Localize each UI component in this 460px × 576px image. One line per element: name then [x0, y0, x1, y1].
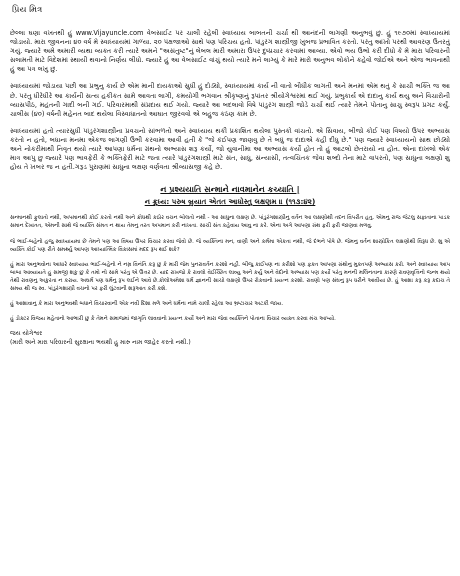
signoff	[10, 330, 450, 347]
paragraph-study: સ્વાધ્યાયમાં હતો ત્યારસુધી પાંડુરંગશાસ્ત્રીના પ્રવચનો સાંભળતો અને સ્વાધ્યાય થકી પ્રકાશિત થયેલા પુસ્તકો વાંચતો. એ સિવાય, બીજો કોઈ પણ વિષયો ઉપર અભ્યાસ કરતો ન હતો, બધાના મનમા એકજ લાગણી ઉભી કરવામા આવી હતી કે "જે કંઈપણ જાણવુ છે તે બધું જ દાદાએ કહી દીધુ છે." પણ જ્યારે સ્વાધ્યાયનો સાથ છોડ્યો અને નોકરીમાથી નિવૃત થયો ત્યારે આપણા ધર્મના ગ્રંથનો અભ્યાસ શરૂ કર્યો, જો યુવાનીમા આ અભ્યાસ કર્યો હોત તો હું આટલો છેતરાયો ના હોત. એના દાખલો એક માત્ર આપુ છુ જ્યારે પણ ભાવફેરી કે ભક્તિફેરી માટે જતા ત્યારે પાંડુરંગશાસ્ત્રી માટે સંત, સાધુ, સંન્યાસી, તત્વચિંતક જેવા શબ્દો તેના માટે વાપરતો, પણ સાધુના લક્ષણો શુ હોય તે ખબર જ ન હતી.ગરૂડ પુરાણમાં સાધુના લક્ષણ વર્ણવતા શ્રીવ્યાસજી કહે છે.	[10, 126, 450, 172]
signoff-greeting: જય યોગેશ્વર	[10, 330, 43, 338]
paragraph-request: હું મારા અનુભવોના આધારે સ્વાધ્યાય ભાઈ-બહેનો ને નમ્ર વિનંતિ કરૂ છુ કે મારી જેમ પુનરાવર્તન કરશો નહી. બીજુ કાઈપણ ના કરીશો પણ ફક્ત આપણા ગ્રંથોનુ મુક્તપણે અભ્યાસ કરો. અને સ્વાધ્યાય આપ બાબા આવ્યાયતે હુ સમજી શકુ છુ કે તમો નો સામે પરંતુ એ ઉત્તર છે. યાદ રાખજો કે રાવલો વેઈચ્છિત લાવ્યુ અને કર્યુ અને વેદોનો અભ્યાસ પણ કર્યો પરંતુ મનની મલિનતાના કારણે રાવણવૃત્તિનો જન્મ થયો તેથી રાવણનુ અકુરતા ન કરાય. અઘર્મ પણ ધર્મનુ રૂપ લઈને આવે છે.કોલોઅમેશા ધર્મ જ્ઞાનની સાચો લક્ષણો ઉપર રોકવાનો પ્રયત્ન કરશો. રાવણો પણ સંઘનુ રૂપ ધરીને આવીયા છે. હું આશા કરૂ કરૂ કદાચ તે સમય થી જ સ્વ. પાંડુરંગશાસ્ત્રી વચનો પર ફરી લુંટવાની શરૂઆત કરી કશે.	[10, 261, 450, 293]
salutation: પ્રિય મિત્ર	[12, 5, 43, 15]
shloka-line-1: ન પ્રશ્યયાતિ સન્માને નાવમાનેન કચ્યાતિ |	[160, 184, 300, 195]
shloka-line-2: ન ક્રુધ્ય: પરુષ બ્રુયાત એતત આધોસ્તુ લક્ષણમ ॥ (૧૧૩:૪૨)	[144, 197, 316, 207]
paragraph-experience: સ્વાધ્યાયમાં જોડાયા પછી આ પ્રભુનુ કાર્ય છે એમ માની દાયકાઓ સુધી હું દોડ્યો, સ્વાધ્યાયમાં કાર્ય ની વાતો બૌધીક લાગતી અને મનમાં એમ થતું કે સાચી ભક્તિ જ આ છે. પરંતુ ધીરેધીરે આ કાર્યની સત્ય હકીકત સામે આવતા લાગી, કમયોગી ભગવાન શ્રીકૃષ્ણનું રૂપાંતર શ્રીયોગેશ્વરમાં થઈ ગયું. પ્રભુકાર્ય એ દાદાનુ કાર્ય થયુ અને વિચારોની વ્યાસપીઠ, મહંતની ગાદી બની ગઈ. પરિવારમાથી સંપ્રદાય થઈ ગયો. જ્યારે આ બદલાવો વિષે પાંડુરંગ શાસ્ત્રી જોડે ચર્ચા થઈ ત્યારે તેમને પોતાનુ સાચુ સ્વરૂપ પ્રગટ કર્યું. ચાલીસ (૪૦) વર્ષની મહેનત બાદ થયેલા વિસ્વાધાતનો આઘાત જીરવવો એ બહુજ કઠણ કામ છે.	[10, 82, 450, 118]
signoff-note: (મારી અને મારા પરિવારની સુરક્ષાના ભયથી હુ મારુ નામ જાહેર કરતો નથી.)	[10, 338, 191, 346]
paragraph-intro: છેલ્લા ઘણા વખતથી હું www.Vijayuncle.com વેબસાઈટ પર ચાલી રહેલી સ્વાધ્યાય બાબતની ચર્ચા થી આનંદની લાગણી અનુભવું છું. હું ૧૯૭૦માં સ્વાધ્યાયમાં જોડાયો. મારા જીવનના ૪૦ વર્ષ મે સ્વાધ્યાયમાં ગાળ્યા. ૨૦ પંક્ષજાઓ સાથે પણ પરિચય હતો. પાંડુરંગ શાસ્ત્રીજી ખુબજ પ્રભાવિત કરતો. પરંતુ આંખો પરથી આવરણ ઉતરતું ગયું. જ્યારે અમે અમારી વ્યથા વ્યક્ત કરી ત્યારે અમને "અસંતુષ્ટ"નું લેબલ મારી અમારા ઉપર દુષ્પ્રચાર કરવામાં આવ્યા. એવો ભય ઉભો કરી દીધો કે મે મારા પરિવારની સલામતી માટે વિદેશમાં સ્થાયી થવાનો નિર્ણય લીધો. જ્યારે હું આ વેબસાઈટ વાંચું થયો ત્યારે મને લાગ્યું કે મારે મારો અનુભવ લોકોને કહેવો જોઈએ અને એજ ભાવનાથી હું આ પત્ર લખુ છું.	[10, 29, 450, 74]
paragraph-thanks: હું ડોક્ટર વિજય મહેતાનો આભારી છુ કે તેમને સમાજમાં જાગૃતિ લાવવાનો પ્રયત્ન કર્યો અને મારા જેવા વ્યક્તિને પોતાના વિચાર વ્યક્ત કરવા મંચ આપ્યો.	[10, 316, 336, 323]
shloka-quote	[10, 184, 450, 207]
paragraph-sadhu-traits: સન્માનથી ફુલાતો નથી, અપમાનથી કોઈ કરતો નથી અને ક્રોધથી કઠોર વચન બોલતો નથી - આ સાધુના લક્ષણ છે. પાંડુરંગશાસ્ત્રીનુ વર્તન આ લક્ષણોથી તદન વિપરીત હતુ. એમનુ રાજ જેટલુ સફાતાના પાડક સમાન દેખાતત, એમની સાથે જે વ્યક્તિ સંમત ન થાય તેમનુ તરત અપમાન કરી નાખતા. સાચી સંત કહેવાય આવુ ના કરે. એના અગે આપણા ગ્રંથ ફરી ફરી જાણવા મળવુ.	[10, 215, 450, 230]
paragraph-hope: હું આશાવાનુ કે મારા અનુભવથી બધાને વિચારવાની એક નવી દિશા મળે અને ધર્મના નામે ચાલી રહેલા આ ભ્રષ્ટાચાર અટકી જાય.	[10, 301, 284, 308]
paragraph-appeal-members: જે ભાઈ-બહેનો હજુ સ્વાધ્યાયમા છે તેમને પણ આ વિષય ઉપર વિચાર કરવા જેવો છે. જે વ્યક્તિના મન, વાણી અને કર્મમા એકતા નથી, જે દંભને પોષે છે. જેમનુ વર્તન શાસ્ત્રોકિત લક્ષણોથી વિરૂધ છે. શુ એ વ્યક્તિ કોઈ પણ રીતે સમર્થ્યુ આપણ આધ્યાત્મિક વિકાસમાં મદદ રૂપ થઈ શકે?	[10, 238, 450, 253]
